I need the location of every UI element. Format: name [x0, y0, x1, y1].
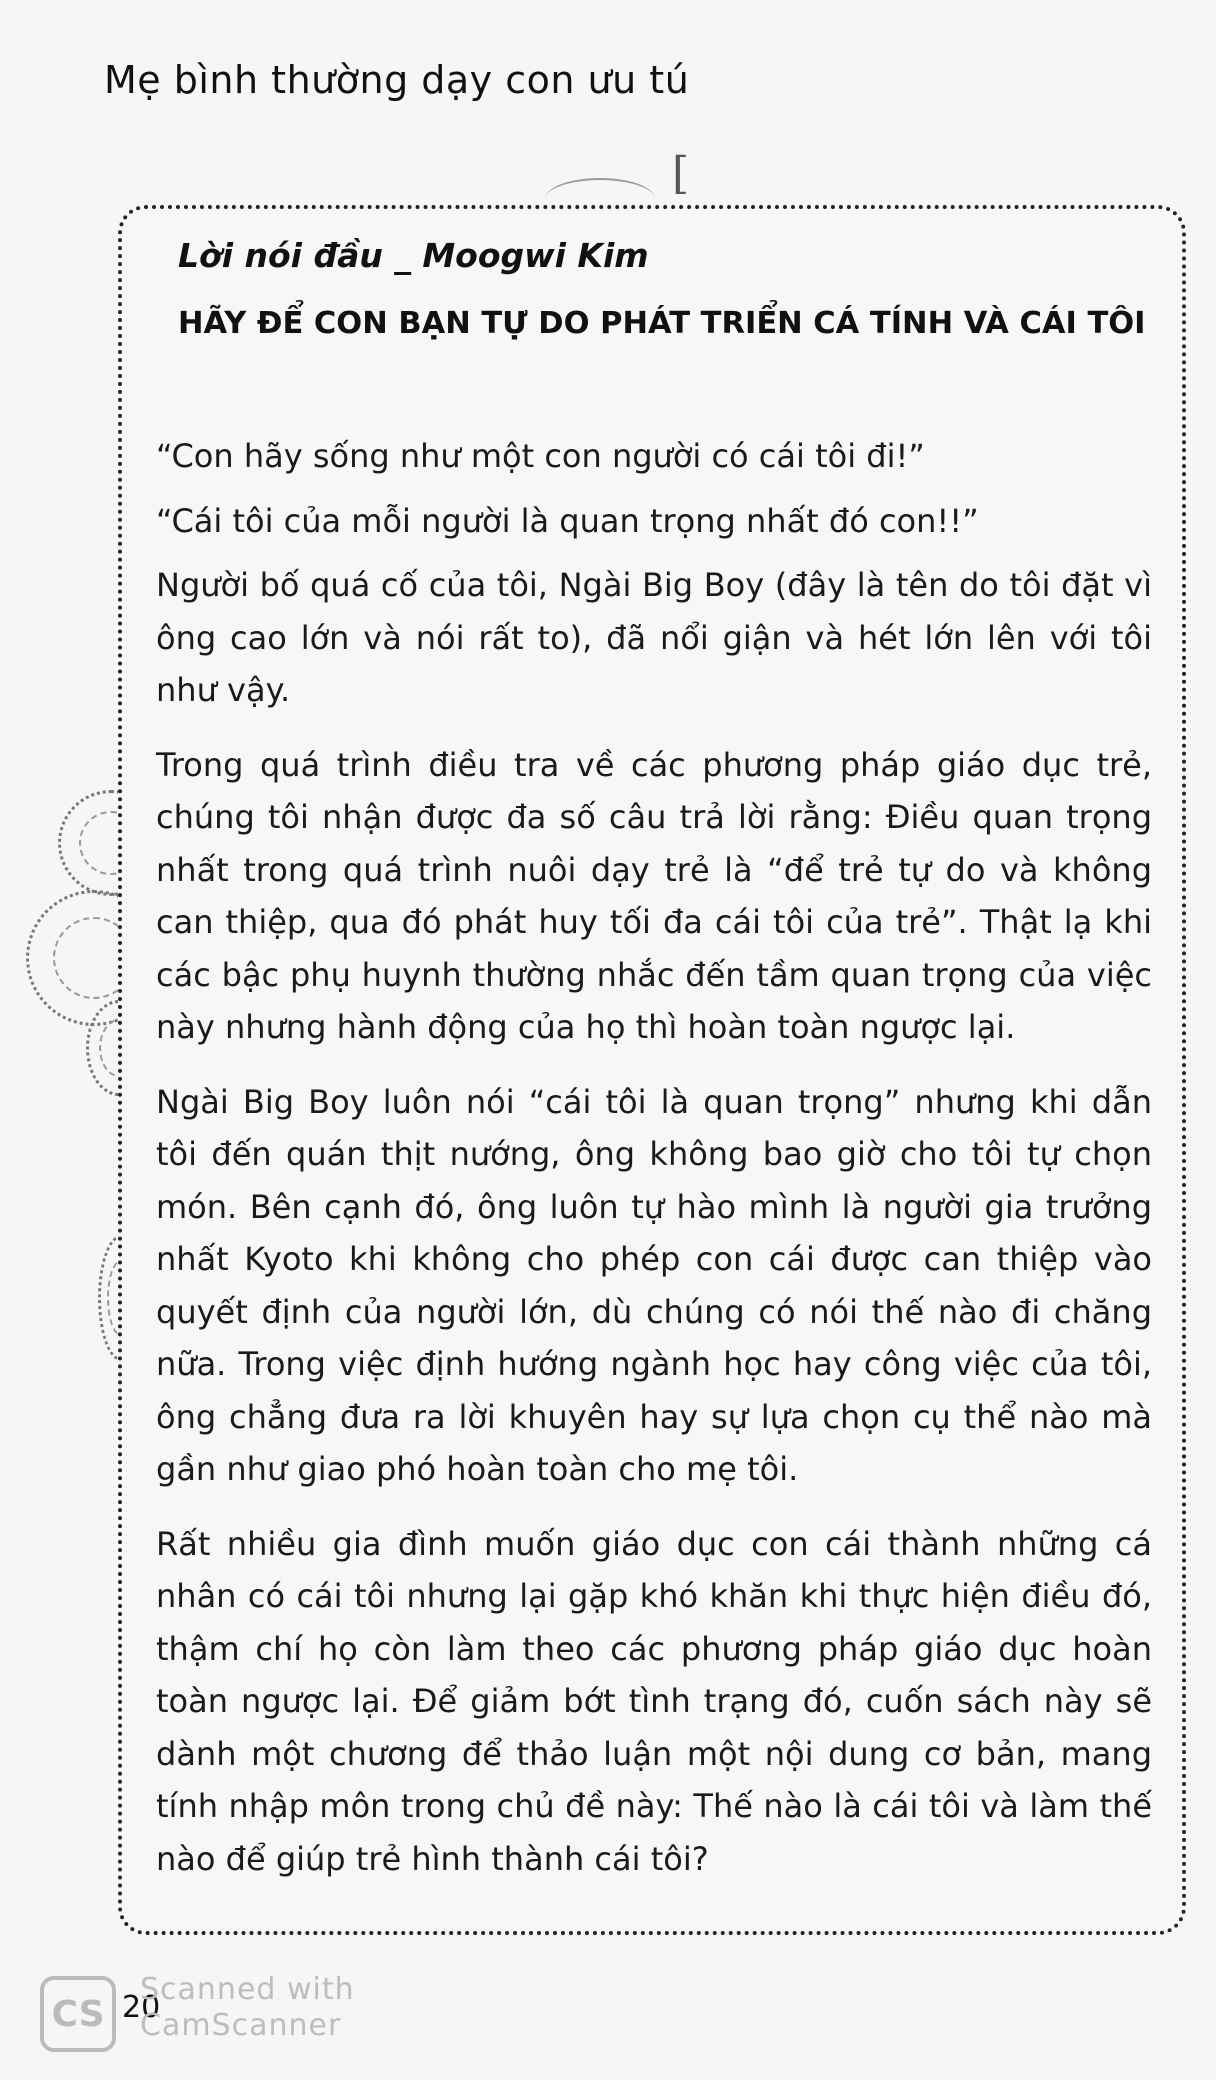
paragraph: “Cái tôi của mỗi người là quan trọng nhất đó con!!”: [156, 501, 979, 540]
section-title: HÃY ĐỂ CON BẠN TỰ DO PHÁT TRIỂN CÁ TÍNH VÀ CÁI TÔI: [178, 306, 1146, 341]
paragraph: Ngài Big Boy luôn nói “cái tôi là quan trọng” nhưng khi dẫn tôi đến quán thịt nướng, ông không bao giờ cho tôi tự chọn món. Bên cạnh đó, ông luôn tự hào mình là người gia trưởng nhất Kyoto khi không cho phép con cái được can thiệp vào quyết định của người lớn, dù chúng có nói thế nào đi chăng nữa. Trong việc định hướng ngành học hay công việc của tôi, ông chẳng đưa ra lời khuyên hay sự lựa chọn cụ thể nào mà gần như giao phó hoàn toàn cho mẹ tôi.: [156, 1082, 1152, 1488]
running-header: Mẹ bình thường dạy con ưu tú: [104, 58, 690, 102]
camscanner-logo-icon: CS: [40, 1976, 116, 2052]
preface-label: Lời nói đầu _ Moogwi Kim: [178, 236, 649, 275]
paragraph: Rất nhiều gia đình muốn giáo dục con cái thành những cá nhân có cái tôi nhưng lại gặp khó khăn khi thực hiện điều đó, thậm chí họ còn làm theo các phương pháp giáo dục hoàn toàn ngược lại. Để giảm bớt tình trạng đó, cuốn sách này sẽ dành một chương để thảo luận một nội dung cơ bản, mang tính nhập môn trong chủ đề này: Thế nào là cái tôi và làm thế nào để giúp trẻ hình thành cái tôi?: [156, 1524, 1152, 1878]
scanner-watermark: [140, 1972, 355, 2044]
watermark-line: Scanned with: [140, 1972, 355, 2007]
decorative-bracket-icon: [: [672, 148, 690, 199]
watermark-line: CamScanner: [140, 2008, 342, 2043]
paragraph: “Con hãy sống như một con người có cái tôi đi!”: [156, 437, 925, 475]
page-number: 20: [122, 1990, 161, 2025]
paragraph: Trong quá trình điều tra về các phương pháp giáo dục trẻ, chúng tôi nhận được đa số câu trả lời rằng: Điều quan trọng nhất trong quá trình nuôi dạy trẻ là “để trẻ tự do và không can thiệp, qua đó phát huy tối đa cái tôi của trẻ”. Thật lạ khi các bậc phụ huynh thường nhắc đến tầm quan trọng của việc này nhưng hành động của họ thì hoàn toàn ngược lại.: [156, 745, 1152, 1046]
body-text: [156, 430, 1152, 1907]
paragraph: Người bố quá cố của tôi, Ngài Big Boy (đây là tên do tôi đặt vì ông cao lớn và nói rất to), đã nổi giận và hét lớn lên với tôi như vậy.: [156, 566, 1152, 709]
